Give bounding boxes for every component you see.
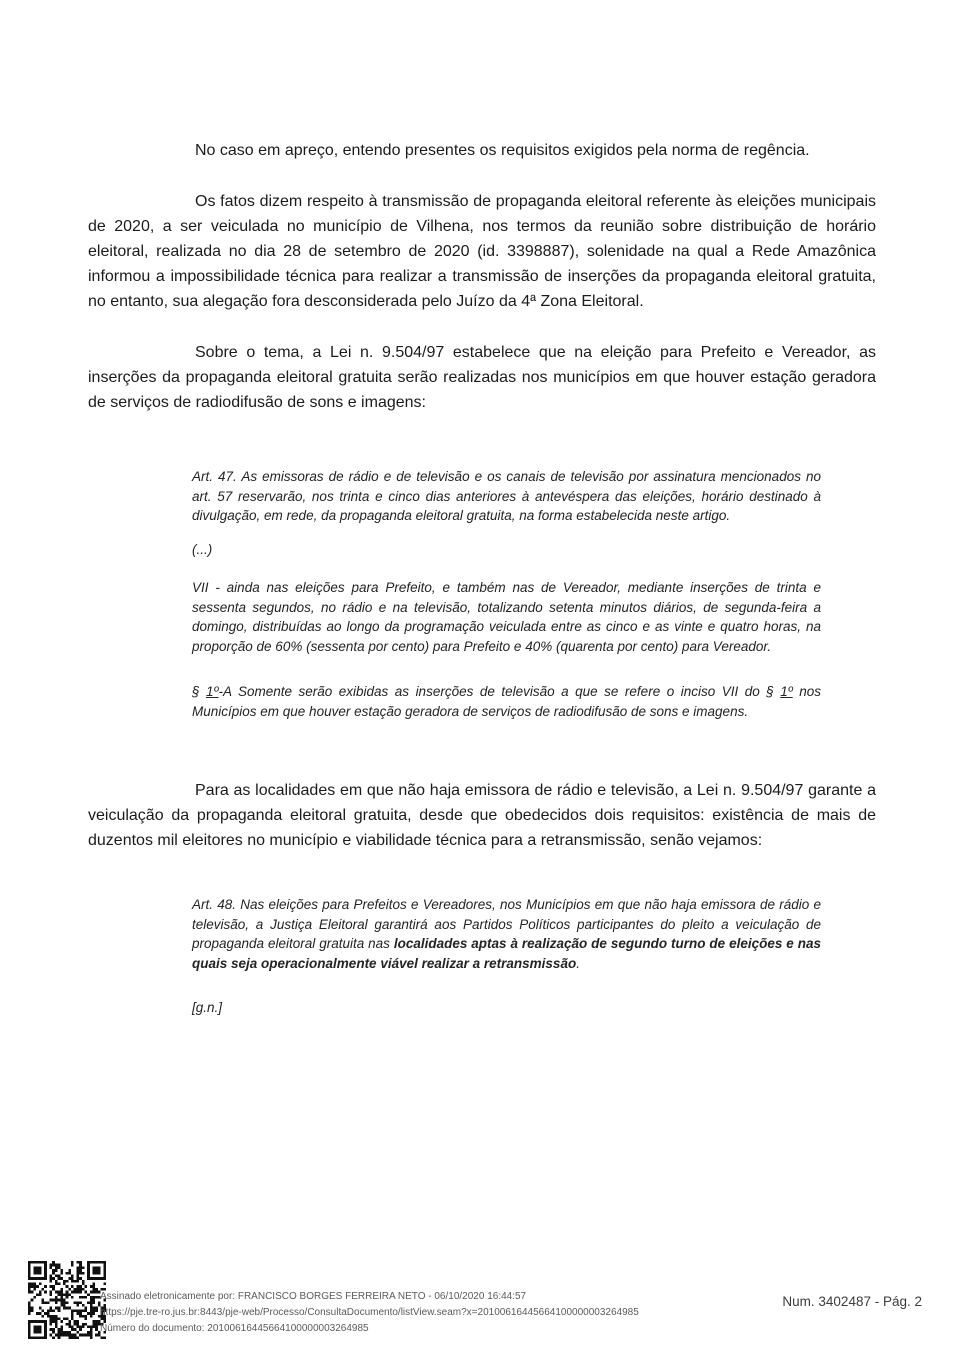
document-body bbox=[88, 138, 876, 1037]
quote-ellipsis: (...) bbox=[192, 541, 213, 557]
signature-footer bbox=[100, 1289, 700, 1337]
quote-text-segment: § bbox=[192, 684, 207, 699]
document-url-line: https://pje.tre-ro.jus.br:8443/pje-web/Processo/ConsultaDocumento/listView.seam?x=20100616445664100000003264985 bbox=[100, 1307, 639, 1318]
paragraph: Sobre o tema, a Lei n. 9.504/97 estabelece que na eleição para Prefeito e Vereador, as inserções da propaganda eleitoral gratuita serão realizadas nos municípios em que houver estação geradora de serviços de radiodifusão de sons e imagens: bbox=[88, 344, 876, 411]
signature-line: Assinado eletronicamente por: FRANCISCO BORGES FERREIRA NETO - 06/10/2020 16:44:57 bbox=[100, 1291, 527, 1302]
page-number-label: Num. 3402487 - Pág. 2 bbox=[782, 1294, 922, 1309]
quote-art-48 bbox=[192, 895, 821, 973]
qr-code-icon bbox=[28, 1260, 106, 1340]
quote-text-segment: nos Municípios em que houver estação geradora de serviços de radiodifusão de sons e imagens. bbox=[192, 684, 821, 719]
quote-text-segment: . bbox=[576, 955, 580, 971]
paragraph: No caso em apreço, entendo presentes os requisitos exigidos pela norma de regência. bbox=[195, 142, 810, 159]
document-number-line: Número do documento: 20100616445664100000003264985 bbox=[100, 1323, 369, 1334]
quote-text-segment-underlined: 1º bbox=[780, 684, 793, 699]
quote-grifo-nosso: [g.n.] bbox=[192, 1000, 223, 1015]
quote-text-segment-bold: localidades aptas à realização de segundo turno de eleições e nas quais seja operacionalmente viável realizar a retransmissão bbox=[192, 936, 821, 971]
quote-text-segment-underlined: 1º bbox=[206, 684, 219, 699]
paragraph: Para as localidades em que não haja emissora de rádio e televisão, a Lei n. 9.504/97 garante a veiculação da propaganda eleitoral gratuita, desde que obedecidos dois requisitos: existência de mais de duzentos mil eleitores no município e viabilidade técnica para a retransmissão, senão vejamos: bbox=[88, 782, 876, 849]
quote-text-segment: -A Somente serão exibidas as inserções de televisão a que se refere o inciso VII do § bbox=[218, 684, 781, 699]
quote-paragrafo-1a bbox=[192, 682, 821, 721]
quote-inciso-vii: VII - ainda nas eleições para Prefeito, e também nas de Vereador, mediante inserções de trinta e sessenta segundos, no rádio e na televisão, totalizando setenta minutos diários, de segunda-feira a domingo, distribuídas ao longo da programação veiculada entre as cinco e as vinte e quatro horas, na proporção de 60% (sessenta por cento) para Prefeito e 40% (quarenta por cento) para Vereador. bbox=[192, 580, 821, 654]
quote-art-47: Art. 47. As emissoras de rádio e de televisão e os canais de televisão por assinatura mencionados no art. 57 reservarão, nos trinta e cinco dias anteriores à antevéspera das eleições, horário destinado à divulgação, em rede, da propaganda eleitoral gratuita, na forma estabelecida neste artigo. bbox=[192, 469, 821, 523]
quote-text-segment: Art. 48. Nas eleições para Prefeitos e Vereadores, nos Municípios em que não haja emissora de rádio e televisão, a Justiça Eleitoral garantirá aos Partidos Políticos participantes do pleito a veiculação de propaganda eleitoral gratuita nas bbox=[192, 897, 821, 951]
paragraph: Os fatos dizem respeito à transmissão de propaganda eleitoral referente às eleições municipais de 2020, a ser veiculada no município de Vilhena, nos termos da reunião sobre distribuição de horário eleitoral, realizada no dia 28 de setembro de 2020 (id. 3398887), solenidade na qual a Rede Amazônica informou a impossibilidade técnica para realizar a transmissão de inserções da propaganda eleitoral gratuita, no entanto, sua alegação fora desconsiderada pelo Juízo da 4ª Zona Eleitoral. bbox=[88, 193, 876, 310]
